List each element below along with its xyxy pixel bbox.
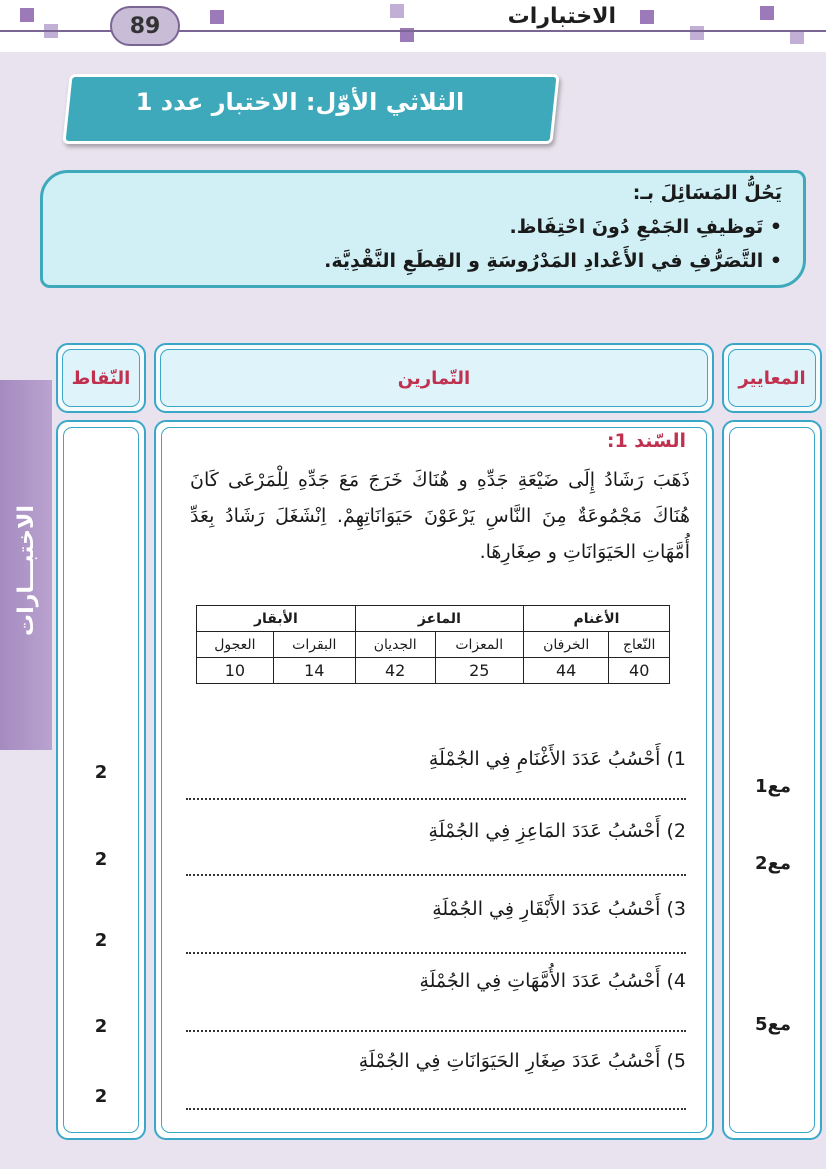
table-subheader: العجول [197, 632, 274, 658]
answer-line-1[interactable] [186, 790, 686, 800]
table-cell: 42 [355, 658, 435, 684]
table-group-row [197, 606, 670, 632]
answer-line-4[interactable] [186, 1022, 686, 1032]
question-1-criterion: مع1 [755, 776, 791, 797]
table-subheader-row [197, 632, 670, 658]
criteria-header-label: المعايير [728, 349, 816, 407]
table-cell: 25 [435, 658, 523, 684]
decor-square [760, 6, 774, 20]
passage-label: السّند 1: [606, 430, 686, 452]
decor-square [390, 4, 404, 18]
table-subheader: النّعاج [609, 632, 670, 658]
table-cell: 40 [609, 658, 670, 684]
table-group-header: الأغنام [523, 606, 669, 632]
side-tab-label: الاختبـــارات [13, 504, 39, 636]
table-group-header: الماعز [355, 606, 523, 632]
decor-square [690, 26, 704, 40]
decor-square [790, 30, 804, 44]
table-group-header: الأبقار [197, 606, 356, 632]
passage-text: ذَهَبَ رَشَادُ إِلَى ضَيْعَةِ جَدِّهِ و هُنَاكَ خَرَجَ مَعَ جَدِّهِ لِلْمَرْعَى كَانَ هُنَاكَ مَجْمُوعَةٌ مِنَ النَّاسِ يَرْعَوْنَ حَيَوَانَاتِهِمْ. اِنْشَغَلَ رَشَادُ بِعَدِّ أُمَّهَاتِ الحَيَوَانَاتِ و صِغَارِهَا. [190, 469, 690, 563]
table-cell: 10 [197, 658, 274, 684]
table-subheader: البقرات [273, 632, 355, 658]
answer-line-3[interactable] [186, 944, 686, 954]
answer-line-2[interactable] [186, 866, 686, 876]
page-number: 89 [110, 6, 180, 46]
table-subheader: المعزات [435, 632, 523, 658]
criteria-header [722, 343, 822, 413]
question-1: 1) أَحْسُبُ عَدَدَ الأَغْنَامِ فِي الجُمْلَةِ [428, 748, 686, 770]
table-cell: 44 [523, 658, 608, 684]
question-3: 3) أَحْسُبُ عَدَدَ الأَبْقَارِ فِي الجُمْلَةِ [432, 898, 686, 920]
objectives [62, 176, 782, 278]
question-2-criterion: مع2 [755, 853, 791, 874]
test-title: الثلاثي الأوّل: الاختبار عدد 1 [135, 88, 465, 116]
question-2-points: 2 [94, 849, 108, 870]
animals-table [196, 605, 670, 684]
question-3-points: 2 [94, 930, 108, 951]
exercises-header [154, 343, 714, 413]
question-5: 5) أَحْسُبُ عَدَدَ صِغَارِ الحَيَوَانَاتِ فِي الجُمْلَةِ [358, 1050, 686, 1072]
objectives-intro: يَحُلُّ المَسَائِلَ بـ: [632, 182, 782, 204]
objective-item: • التَّصَرُّفِ في الأَعْدادِ المَدْرُوسَةِ و القِطَعِ النَّقْدِيَّة. [324, 250, 782, 272]
decor-square [210, 10, 224, 24]
points-header [56, 343, 146, 413]
exercises-header-label: التّمارين [160, 349, 708, 407]
table-cell: 14 [273, 658, 355, 684]
table-row [197, 658, 670, 684]
question-5-points: 2 [94, 1086, 108, 1107]
decor-square [20, 8, 34, 22]
question-2: 2) أَحْسُبُ عَدَدَ المَاعِزِ فِي الجُمْلَةِ [428, 820, 686, 842]
points-header-label: النّقاط [62, 349, 140, 407]
table-subheader: الجديان [355, 632, 435, 658]
side-tab-label-wrap [0, 504, 52, 636]
objective-item: • تَوظيفِ الجَمْعِ دُونَ احْتِفَاظ. [509, 216, 782, 238]
question-4-points: 2 [94, 1016, 108, 1037]
table-subheader: الخرفان [523, 632, 608, 658]
decor-square [640, 10, 654, 24]
question-4-criterion: مع5 [755, 1014, 791, 1035]
answer-line-5[interactable] [186, 1100, 686, 1110]
question-4: 4) أَحْسُبُ عَدَدَ الأُمَّهَاتِ فِي الجُمْلَةِ [419, 970, 686, 992]
question-1-points: 2 [94, 762, 108, 783]
section-title: الاختبارات [507, 4, 616, 29]
